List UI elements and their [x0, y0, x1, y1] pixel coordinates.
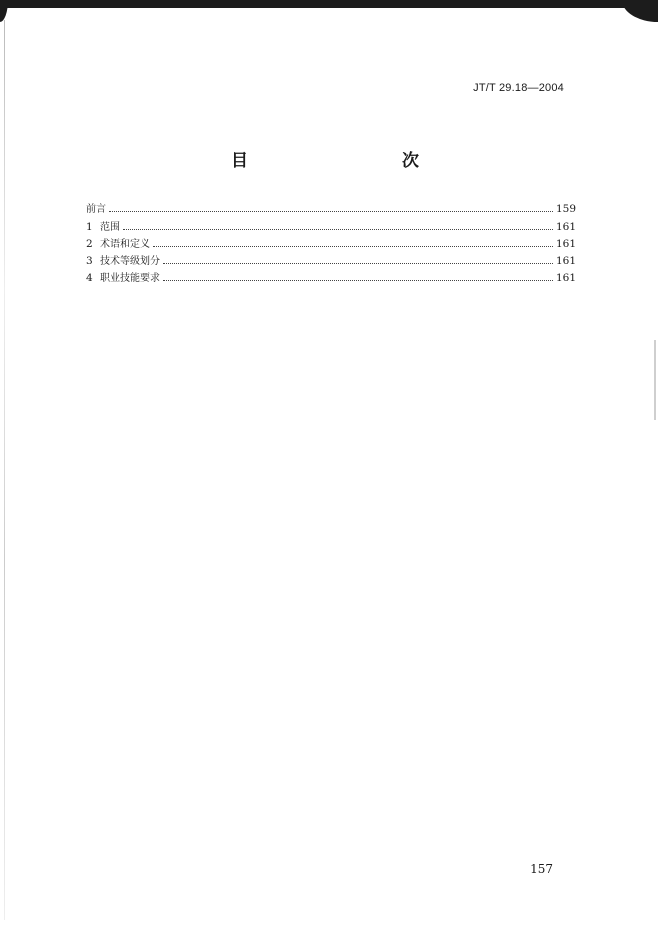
- scan-corner-left: [0, 0, 8, 22]
- toc-entry-label: 前言: [86, 204, 106, 216]
- toc-entry-page: 161: [556, 255, 577, 268]
- toc-leader-dots: [163, 262, 553, 264]
- toc-entry-number: 3: [86, 255, 93, 268]
- scan-edge-right: [654, 340, 656, 420]
- toc-entry-label: 范围: [100, 221, 120, 233]
- toc-entry-label: 技术等级划分: [100, 256, 160, 268]
- toc-entry-number: 4: [86, 272, 93, 285]
- toc-entry-page: 161: [556, 220, 577, 233]
- toc-leader-dots: [153, 245, 553, 247]
- scan-corner-right: [622, 0, 658, 22]
- table-of-contents: [86, 198, 577, 285]
- toc-entry-scope[interactable]: [86, 215, 577, 233]
- toc-leader-dots: [109, 210, 553, 212]
- toc-title: 目 次: [231, 151, 459, 171]
- toc-entry-number: 1: [86, 220, 93, 233]
- toc-entry-page: 161: [556, 272, 577, 285]
- toc-entry-page: 159: [556, 203, 577, 216]
- toc-entry-grades[interactable]: [86, 250, 577, 268]
- toc-entry-label: 术语和定义: [100, 238, 150, 250]
- toc-entry-foreword[interactable]: [86, 198, 577, 216]
- toc-leader-dots: [123, 228, 553, 230]
- toc-entry-number: 2: [86, 237, 93, 250]
- scan-border-top: [0, 0, 658, 8]
- standard-code: JT/T 29.18—2004: [473, 82, 564, 94]
- page-number: 157: [530, 862, 553, 876]
- toc-entry-terms[interactable]: [86, 233, 577, 250]
- toc-entry-page: 161: [556, 237, 577, 250]
- toc-leader-dots: [163, 279, 553, 281]
- toc-entry-skills[interactable]: [86, 267, 577, 285]
- toc-entry-label: 职业技能要求: [100, 273, 160, 285]
